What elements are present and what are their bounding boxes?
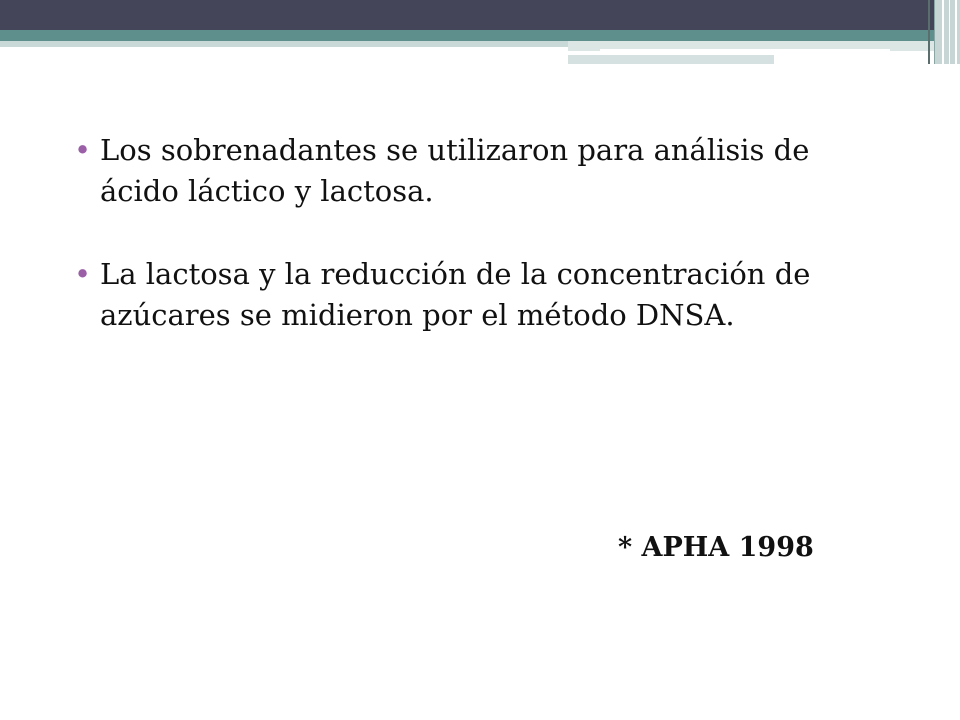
header-light-band-lower: [568, 55, 774, 64]
bullet-list: [68, 130, 888, 336]
bullet-item: [68, 130, 888, 212]
slide-content: [68, 130, 888, 378]
bullet-item: [68, 254, 888, 336]
bullet-text: Los sobrenadantes se utilizaron para análisis de ácido láctico y lactosa.: [100, 133, 810, 208]
header-vertical-line: [928, 0, 930, 64]
header-vertical-line: [949, 0, 950, 64]
header-vertical-line: [955, 0, 957, 64]
header-vertical-line: [942, 0, 944, 64]
bullet-icon: •: [74, 133, 92, 167]
reference-citation: * APHA 1998: [618, 532, 814, 563]
header-vertical-line: [934, 0, 935, 64]
bullet-text: La lactosa y la reducción de la concentración de azúcares se midieron por el método DNSA.: [100, 257, 811, 332]
header-light-band: [0, 41, 568, 47]
header-accent-line: [600, 49, 890, 51]
bullet-icon: •: [74, 257, 92, 291]
header-dark-band: [0, 0, 960, 30]
header-teal-band: [0, 30, 935, 41]
